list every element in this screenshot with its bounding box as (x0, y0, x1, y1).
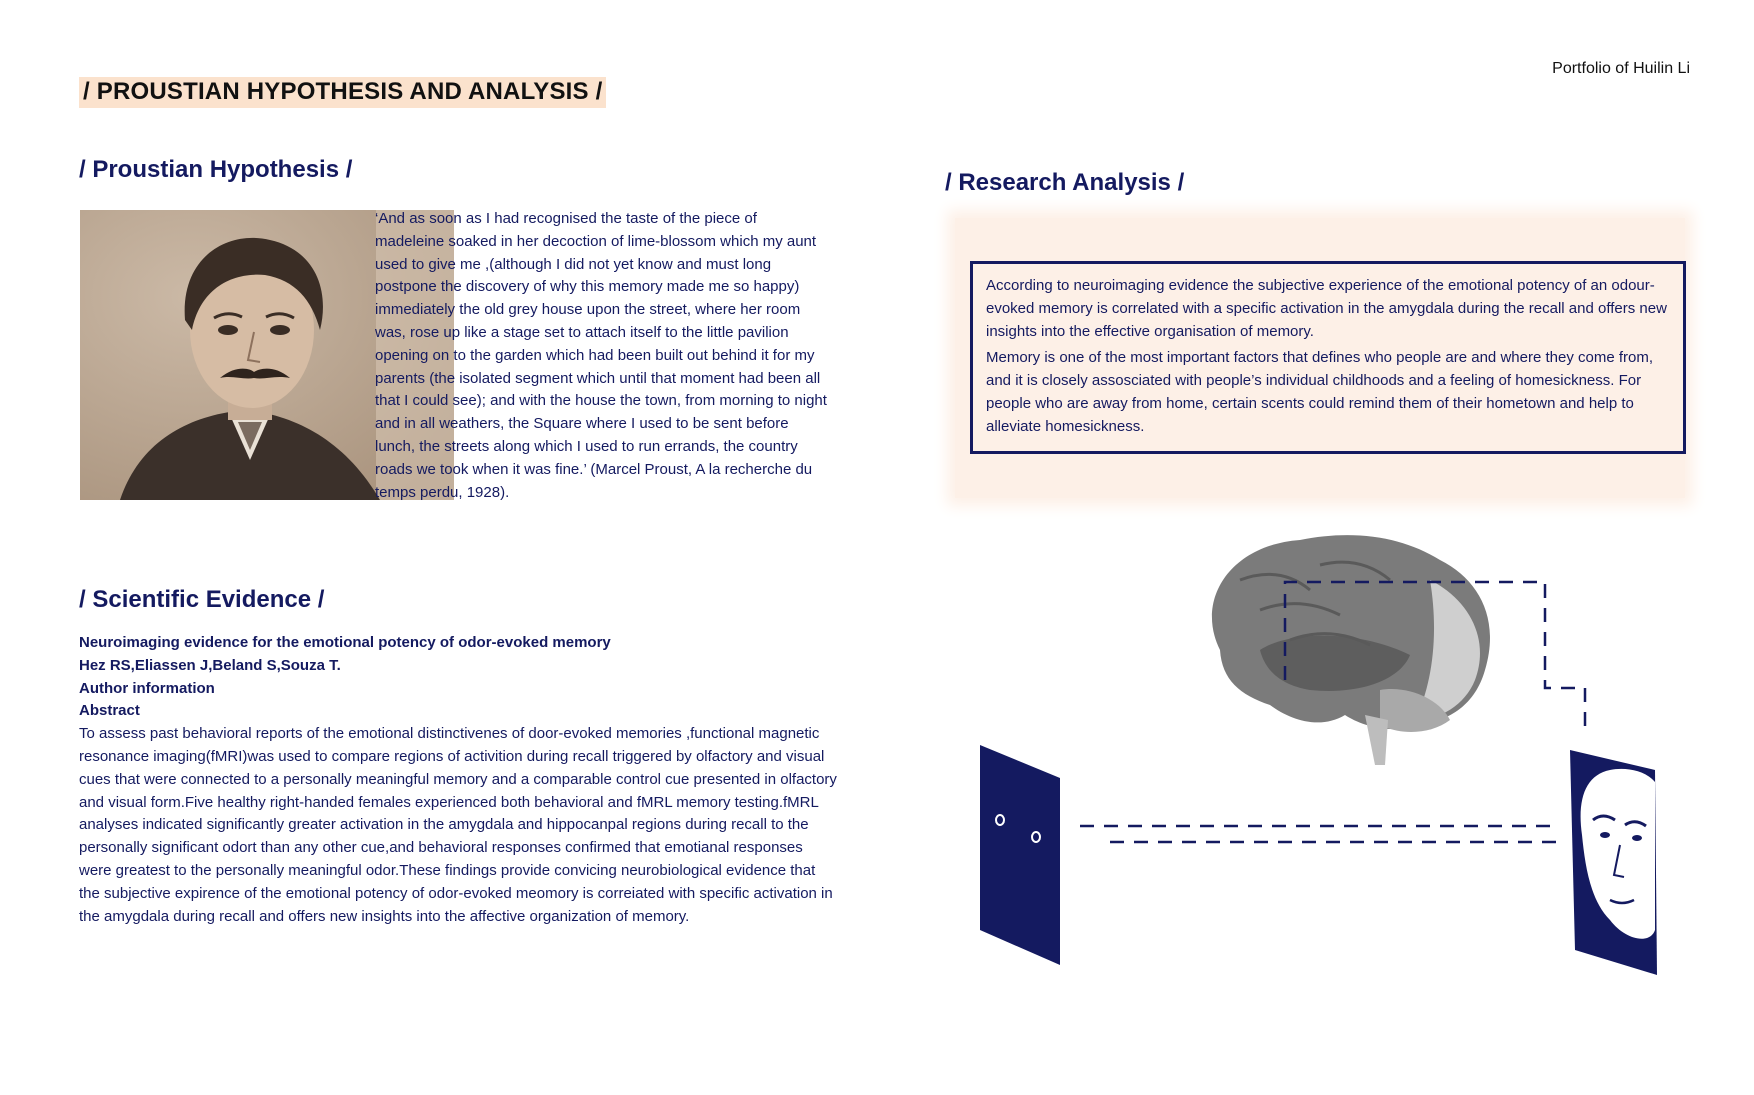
brain-illustration-icon (1212, 535, 1490, 765)
analysis-paragraph-1: According to neuroimaging evidence the subjective experience of the emotional potency of an odour-evoked memory is correlated with a specific activation in the amygdala during the recall and offers new insights into the effective organisation of memory. (986, 277, 1667, 340)
paper-authors: Hez RS,Eliassen J,Beland S,Souza T. (79, 656, 341, 674)
scientific-evidence-heading: / Scientific Evidence / (79, 586, 325, 613)
paper-title: Neuroimaging evidence for the emotional potency of odor-evoked memory (79, 634, 611, 651)
abstract-text: To assess past behavioral reports of the emotional distinctivenes of door-evoked memories ,functional magnetic resonance imaging(fMRI)was used to compare regions of activition during recall triggered by olfactory and visual cues that were connected to a personally meaningful memory and a comparable control cue presented in olfactory and visual form.Five healthy right-handed females experienced both behavioral and fMRL memory testing.fMRL analyses indicated significantly greater activation in the amygdala and hippocanpal regions during recall to the personally significant odort than any other cue,and behavioral responses confirmed that emotianal responses were greatest to the personally meaningful odor.These findings provide convicing neurobiological evidence that the subjective expirence of the emotional potency of odor-evoked meomory is correiated with specific activation in the amygdala during recall and offers new insights into the affective organization of memory. (79, 725, 837, 925)
face-portrait-illustration-icon (1570, 750, 1657, 975)
portfolio-label: Portfolio of Huilin Li (1552, 60, 1690, 77)
dark-panel-illustration-icon (980, 745, 1060, 965)
proust-quote: ‘And as soon as I had recognised the taste of the piece of madeleine soaked in her decoction of lime-blossom which my aunt used to give me ,(although I did not yet know and must long postpone the discovery of why this memory made me so happy) immediately the old grey house upon the street, where her room was, rose up like a stage set to attach itself to the little pavilion opening on to the garden which had been built out behind it for my parents (the isolated segment which until that moment had been all that I could see); and with the house the town, from morning to night and in all weathers, the Square where I used to be sent before lunch, the streets along which I used to run errands, the country roads we took when it was fine.’ (Marcel Proust, A la recherche du temps perdu, 1928). (375, 210, 827, 501)
analysis-box (970, 261, 1686, 454)
evidence-block (79, 632, 839, 928)
abstract-label: Abstract (79, 702, 140, 720)
proustian-hypothesis-heading: / Proustian Hypothesis / (79, 156, 353, 183)
analysis-paragraph-2: Memory is one of the most important factors that defines who people are and where they come from, and it is closely assosciated with people’s individual childhoods and a feeling of homesickness. For people who are away from home, certain scents could remind them of their hometown and help to alleviate homesickness. (986, 349, 1653, 435)
page-title: / PROUSTIAN HYPOTHESIS AND ANALYSIS / (79, 77, 606, 108)
author-information: Author information (79, 679, 215, 697)
memory-illustration (960, 520, 1680, 980)
research-analysis-heading: / Research Analysis / (945, 169, 1185, 196)
